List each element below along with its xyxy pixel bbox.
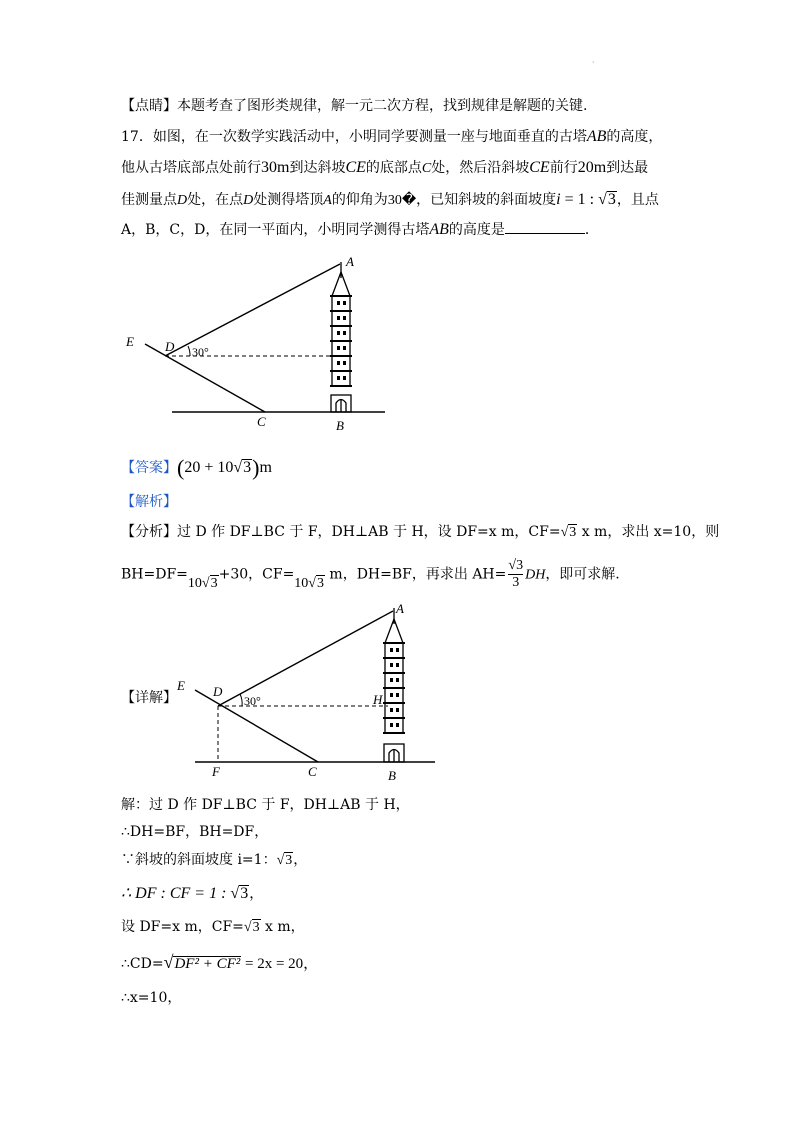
sqrt-3: 3 <box>316 575 324 591</box>
point-d: D <box>177 193 188 208</box>
problem-text: A，B，C，D，在同一平面内，小明同学测得古塔 <box>121 222 430 238</box>
solution-text: ， <box>249 886 264 902</box>
pagoda-1 <box>330 262 352 412</box>
fraction-num: √3 <box>508 558 524 573</box>
problem-text: 前行 <box>549 160 578 176</box>
sqrt-3: 3 <box>210 575 218 591</box>
segment-dh: DH <box>525 567 546 583</box>
problem-text: 处测得塔顶 <box>253 192 324 208</box>
sqrt-3: 3 <box>240 885 249 902</box>
label-a: A <box>396 601 404 616</box>
label-d: D <box>165 339 175 354</box>
fenxi-line-2: BH=DF=10√3+30，CF=10√3 m，DH=BF，再求出 AH= $\frac{√3}{3}$ DH，即可求解. <box>121 558 620 591</box>
slope-i: i <box>556 191 561 208</box>
sqrt-expression: DF² + CF² <box>174 956 241 972</box>
slope-ratio: = 1 : <box>560 191 599 208</box>
angle-arc <box>188 346 190 356</box>
label-b: B <box>336 418 344 433</box>
sqrt-3: 3 <box>607 191 616 208</box>
solution-text: ， <box>293 852 308 868</box>
solution-text: = 2x = 20， <box>241 956 319 972</box>
solution-line-6: ∴CD=√DF² + CF² = 2x = 20， <box>121 952 319 972</box>
dianjing-text: 本题考查了图形类规律，解一元二次方程，找到规律是解题的关键. <box>177 98 588 114</box>
solution-line-5: 设 DF=x m，CF=√3 x m， <box>121 919 305 935</box>
label-d: D <box>213 684 223 699</box>
solution-line-7: ∴x=10， <box>121 990 182 1006</box>
fraction-den: 3 <box>512 575 520 590</box>
point-d: D <box>243 193 254 208</box>
segment-ab: AB <box>429 221 449 238</box>
label-angle: 30° <box>192 345 209 359</box>
solution-line-1: 解：过 D 作 DF⊥BC 于 F，DH⊥AB 于 H， <box>121 797 410 813</box>
fenxi-tag: 【分析】 <box>121 524 177 540</box>
distance-30m: 30m <box>261 159 290 176</box>
sqrt-3: 3 <box>252 920 260 935</box>
paren-left: ( <box>177 455 185 480</box>
label-a: A <box>346 254 354 269</box>
jiexi-tag: 【解析】 <box>121 494 177 510</box>
paren-right: ) <box>252 455 260 480</box>
problem-text: 17．如图，在一次数学实践活动中，小明同学要测量一座与地面垂直的古塔 <box>121 129 587 145</box>
pagoda-2 <box>383 608 405 762</box>
problem-line-1 <box>121 127 662 147</box>
corner-mark: · <box>592 58 595 67</box>
answer-sqrt: 3 <box>243 459 252 476</box>
label-c: C <box>308 764 317 779</box>
fenxi-text: 过 D 作 DF⊥BC 于 F，DH⊥AB 于 H，设 DF=x m，CF= <box>177 524 561 540</box>
fenxi-text: m，DH=BF，再求出 AH= <box>324 566 507 583</box>
sight-line <box>218 611 393 706</box>
point-c: C <box>421 161 432 176</box>
label-f: F <box>212 764 220 779</box>
segment-ce: CE <box>529 159 550 176</box>
sqrt-3: 3 <box>569 525 577 540</box>
segment-ab: AB <box>586 128 607 145</box>
problem-text: ，且点 <box>616 192 659 208</box>
dianjing-tag: 【点睛】 <box>121 98 177 114</box>
answer-unit: m <box>259 459 272 476</box>
fenxi-text: BH=DF= <box>121 566 188 583</box>
answer-expr: 20 + 10 <box>184 459 234 476</box>
fenxi-text: ，即可求解. <box>545 566 620 583</box>
problem-text: 处，在点 <box>187 192 244 208</box>
angle-arc <box>240 694 242 706</box>
angle-30: 30� <box>387 193 417 208</box>
problem-text: 他从古塔底部点处前行 <box>121 160 261 176</box>
fenxi-line-1: 【分析】过 D 作 DF⊥BC 于 F，DH⊥AB 于 H，设 DF=x m，CF=√3 x m，求出 x=10，则 <box>121 524 720 540</box>
fraction-sqrt3-over-3 <box>508 558 523 591</box>
problem-text: 佳测量点 <box>121 192 177 208</box>
problem-text: 的仰角为 <box>331 192 388 208</box>
answer-blank <box>505 221 585 234</box>
problem-text: 的底部点 <box>365 160 422 176</box>
problem-text: 的高度， <box>606 129 663 145</box>
solution-line-3: ∵斜坡的斜面坡度 i=1：√3， <box>121 852 308 868</box>
solution-line-4: ∴ DF : CF = 1 : √3， <box>121 885 264 902</box>
problem-text: ，已知斜坡的斜面坡度 <box>416 192 557 208</box>
point-a: A <box>323 193 332 208</box>
xiangjie-tag: 【详解】 <box>121 690 177 706</box>
problem-text: 到达斜坡 <box>289 160 346 176</box>
dianjing-line <box>121 96 587 116</box>
solution-text: 设 DF=x m，CF= <box>121 919 244 935</box>
solution-text: ∵斜坡的斜面坡度 i=1： <box>121 852 277 868</box>
problem-text: 到达最 <box>606 160 649 176</box>
problem-text: 处，然后沿斜坡 <box>431 160 530 176</box>
distance-20m: 20m <box>577 159 607 176</box>
label-angle: 30° <box>244 694 261 708</box>
sqrt-3: 3 <box>285 853 293 868</box>
segment-ce: CE <box>345 159 366 176</box>
problem-line-4 <box>121 220 599 240</box>
problem-line-2 <box>121 158 648 179</box>
coef-10: 10 <box>187 575 202 591</box>
fenxi-text: +30，CF= <box>218 566 295 583</box>
fenxi-text: x m，求出 x=10，则 <box>577 524 720 540</box>
figure-2-diagram <box>170 598 440 783</box>
solution-text: x m， <box>260 919 305 935</box>
label-e: E <box>126 334 134 349</box>
problem-line-3: 佳测量点D处，在点D处测得塔顶A的仰角为30�，已知斜坡的斜面坡度i = 1 : √3，且点 <box>121 191 659 208</box>
problem-text: 的高度是 <box>448 222 505 238</box>
solution-line-2: ∴DH=BF，BH=DF， <box>121 824 269 840</box>
label-c: C <box>257 414 266 429</box>
label-e: E <box>177 678 185 693</box>
ratio-expr: ∴ DF : CF = 1 : <box>121 885 231 902</box>
answer-tag: 【答案】 <box>121 460 177 476</box>
sight-line <box>165 264 340 356</box>
coef-10: 10 <box>294 575 309 591</box>
problem-text: ． <box>584 222 599 238</box>
figure-1-diagram <box>120 250 400 440</box>
label-h: H <box>373 692 383 707</box>
solution-text: ∴CD= <box>121 956 164 972</box>
label-b: B <box>388 768 396 783</box>
answer-line: 【答案】(20 + 10√3)m <box>121 455 272 480</box>
